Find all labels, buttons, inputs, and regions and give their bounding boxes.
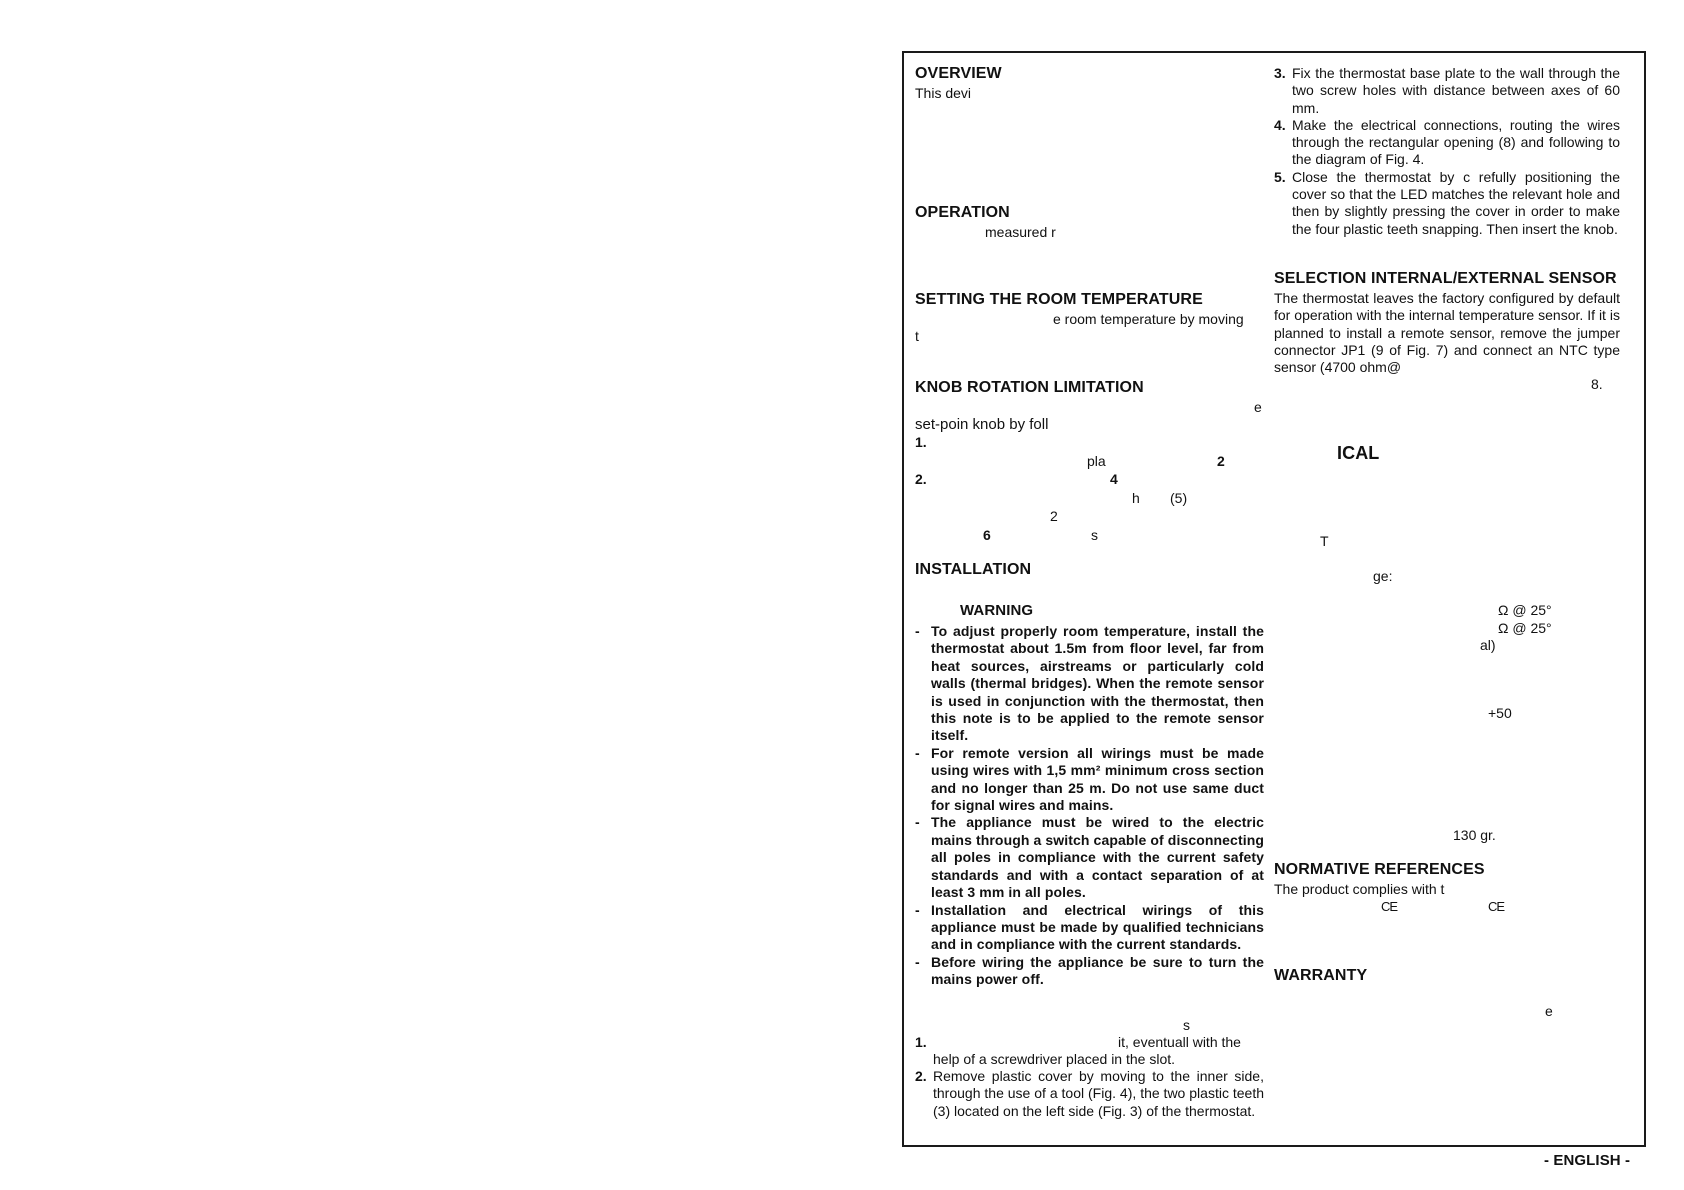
knob-ref-2b: 2 [1050,508,1058,524]
warning-item: - The appliance must be wired to the electric mains through a switch capable of disconnecting all poles in compliance with the current safety standards and with a contact separation of at least 3 mm in all poles. [915,814,1264,901]
install-steps-continued [1274,65,1620,238]
overview-heading: OVERVIEW [915,65,1002,82]
knob-heading: KNOB ROTATION LIMITATION [915,379,1144,396]
operation-text: measured r [985,224,1056,240]
normative-text: The product complies with t [1274,881,1445,897]
technical-weight: 130 gr. [1453,827,1496,843]
knob-ref-2a: 2 [1217,453,1225,469]
technical-fragment-al: al) [1480,637,1496,653]
warning-item: - For remote version all wirings must be made using wires with 1,5 mm² minimum cross section and no longer than 25 m. Do not use same duct for signal wires and mains. [915,744,1264,814]
list-item: 5. Close the thermostat by c refully positioning the cover so that the LED matches the relevant hole and then by slightly pressing the cover in order to make the four plastic teeth snapping. Then insert the knob. [1274,168,1620,237]
technical-fragment-t: T [1320,533,1329,549]
warranty-fragment-e: e [1545,1003,1553,1019]
list-item: 2. Remove plastic cover by moving to the inner side, through the use of a tool (Fig. 4), the two plastic teeth (3) located on the left side (Fig. 3) of the thermostat. [915,1068,1264,1119]
warning-item: - Before wiring the appliance be sure to turn the mains power off. [915,953,1264,988]
knob-ref-4: 4 [1110,471,1118,487]
technical-fragment-ge: ge: [1373,568,1393,584]
install-step-1-text: it, eventuall with the [1118,1034,1241,1050]
ce-mark: CE [1381,899,1398,914]
sensor-text: The thermostat leaves the factory configured by default for operation with the internal temperature sensor. If it is planned to install a remote sensor, remove the jumper connector JP1 (9 of Fig. 7) and connect an NTC type sensor (4700 ohm@ [1274,290,1620,376]
operation-heading: OPERATION [915,204,1010,221]
sensor-heading: SELECTION INTERNAL/EXTERNAL SENSOR [1274,270,1617,287]
setting-text-line1: e room temperature by moving [1053,311,1244,327]
warning-item: - Installation and electrical wirings of this appliance must be made by qualified technicians and in compliance with the current standards. [915,901,1264,953]
knob-text: set-poin knob by foll [915,416,1049,433]
language-footer: - ENGLISH - [1544,1152,1631,1169]
technical-heading: ICAL [1337,443,1380,463]
technical-ohm-1: Ω @ 25° [1498,602,1552,618]
install-fragment-s: s [1183,1017,1190,1033]
technical-temp-max: +50 [1488,705,1512,721]
warranty-heading: WARRANTY [1274,967,1368,984]
install-step-1-number: 1. [915,1034,927,1050]
knob-fragment-pla: pla [1087,453,1106,469]
ce-mark: CE [1488,899,1505,914]
install-step-2 [915,1068,1264,1120]
list-item: 3. Fix the thermostat base plate to the wall through the two screw holes with distance between axes of 60 mm. [1274,65,1620,116]
warning-item: - To adjust properly room temperature, install the thermostat about 1.5m from floor level, far from heat sources, airstreams or particularly cold walls (thermal bridges). When the remote sensor is used in conjunction with the thermostat, then this note is to be applied to the remote sensor itself. [915,623,1264,744]
knob-ref-5: (5) [1170,490,1188,506]
knob-step-2: 2. [915,471,927,487]
overview-text: This devi [915,85,972,101]
knob-ref-6: 6 [983,527,991,543]
normative-heading: NORMATIVE REFERENCES [1274,861,1485,878]
knob-fragment-h: h [1132,490,1140,506]
installation-heading: INSTALLATION [915,561,1032,578]
knob-fragment-e: e [1254,399,1262,415]
warning-heading: WARNING [960,602,1034,619]
setting-text-line2: t [915,328,919,344]
install-step-1-text-cont: help of a screwdriver placed in the slot. [933,1051,1176,1067]
setting-heading: SETTING THE ROOM TEMPERATURE [915,291,1203,308]
technical-ohm-2: Ω @ 25° [1498,620,1552,636]
knob-fragment-s: s [1091,527,1098,543]
list-item: 4. Make the electrical connections, routing the wires through the rectangular opening (8) and following to the diagram of Fig. 4. [1274,116,1620,168]
warning-list [915,623,1264,989]
sensor-text-tail: 8. [1591,376,1603,392]
knob-step-1: 1. [915,434,927,450]
